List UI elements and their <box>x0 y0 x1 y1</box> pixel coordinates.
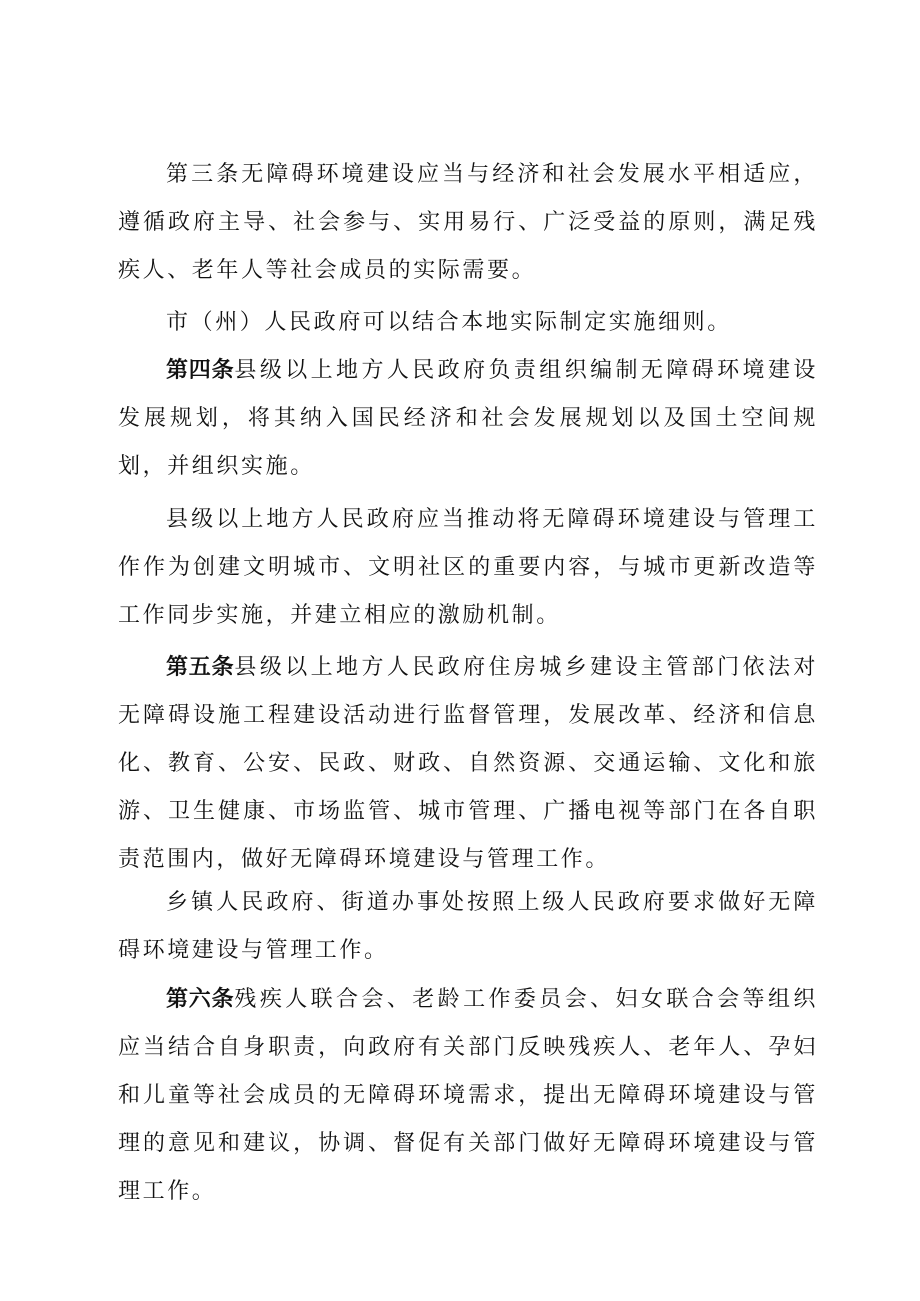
paragraph-text: 市（州）人民政府可以结合本地实际制定实施细则。 <box>166 310 732 335</box>
paragraph-article-5 <box>118 643 818 884</box>
paragraph-text: 残疾人联合会、老龄工作委员会、妇女联合会等组织应当结合自身职责，向政府有关部门反映残疾人、老年人、孕妇和儿童等社会成员的无障碍环境需求，提出无障碍环境建设与管理的意见和建议，协调、督促有关部门做好无障碍环境建设与管理工作。 <box>118 987 818 1204</box>
paragraph-text: 第三条无障碍环境建设应当与经济和社会发展水平相适应，遵循政府主导、社会参与、实用易行、广泛受益的原则，满足残疾人、老年人等社会成员的实际需要。 <box>118 162 818 283</box>
article-heading: 第四条 <box>166 357 235 383</box>
paragraph-article-5-detail <box>118 878 818 975</box>
article-heading: 第六条 <box>166 986 235 1012</box>
paragraph-text: 县级以上地方人民政府应当推动将无障碍环境建设与管理工作作为创建文明城市、文明社区的重要内容，与城市更新改造等工作同步实施，并建立相应的激励机制。 <box>118 507 818 628</box>
paragraph-text: 县级以上地方人民政府负责组织编制无障碍环境建设发展规划，将其纳入国民经济和社会发展规划以及国土空间规划，并组织实施。 <box>118 358 818 479</box>
paragraph-text: 乡镇人民政府、街道办事处按照上级人民政府要求做好无障碍环境建设与管理工作。 <box>118 890 818 963</box>
paragraph-article-6 <box>118 975 818 1216</box>
paragraph-article-4 <box>118 346 818 491</box>
paragraph-article-3 <box>118 150 818 295</box>
article-heading: 第五条 <box>166 654 235 680</box>
paragraph-article-3-detail <box>118 298 818 347</box>
paragraph-article-4-detail <box>118 495 818 640</box>
paragraph-text: 县级以上地方人民政府住房城乡建设主管部门依法对无障碍设施工程建设活动进行监督管理，发展改革、经济和信息化、教育、公安、民政、财政、自然资源、交通运输、文化和旅游、卫生健康、市场监管、城市管理、广播电视等部门在各自职责范围内，做好无障碍环境建设与管理工作。 <box>118 655 818 872</box>
